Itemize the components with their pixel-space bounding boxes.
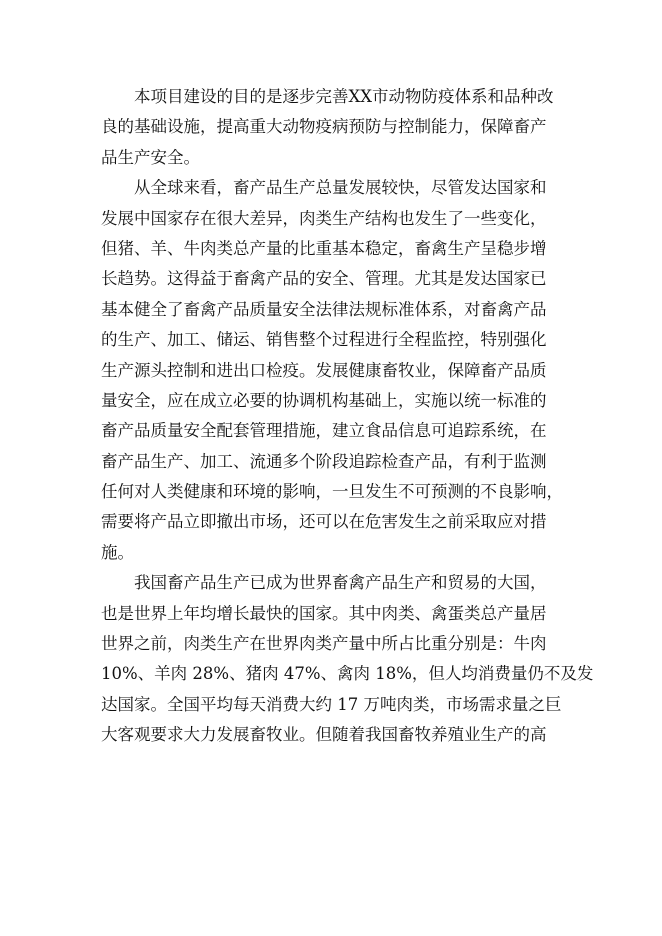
text-line: 大客观要求大力发展畜牧业。但随着我国畜牧养殖业生产的高 xyxy=(101,725,547,745)
text-line: 10%、羊肉 28%、猪肉 47%、禽肉 18%，但人均消费量仍不及发 xyxy=(101,664,594,684)
text-line: 需要将产品立即撤出市场，还可以在危害发生之前采取应对措 xyxy=(101,512,547,532)
text-line: 发展中国家存在很大差异，肉类生产结构也发生了一些变化， xyxy=(101,208,547,228)
text-line: 的生产、加工、储运、销售整个过程进行全程监控，特别强化 xyxy=(101,330,547,350)
paragraph-china-production xyxy=(101,568,594,750)
text-line: 世界之前，肉类生产在世界肉类产量中所占比重分别是：牛肉 xyxy=(101,634,547,654)
text-line: 量安全，应在成立必要的协调机构基础上，实施以统一标准的 xyxy=(101,390,547,410)
paragraph-project-purpose xyxy=(101,82,553,173)
text-line: 我国畜产品生产已成为世界畜禽产品生产和贸易的大国， xyxy=(134,573,547,593)
text-line: 畜产品质量安全配套管理措施，建立食品信息可追踪系统，在 xyxy=(101,421,547,441)
text-line: 生产源头控制和进出口检疫。发展健康畜牧业，保障畜产品质 xyxy=(101,360,547,380)
text-line: 施。 xyxy=(101,542,134,562)
text-line: 但猪、羊、牛肉类总产量的比重基本稳定，畜禽生产呈稳步增 xyxy=(101,238,547,258)
text-line: 达国家。全国平均每天消费大约 17 万吨肉类，市场需求量之巨 xyxy=(101,694,562,714)
text-line: 也是世界上年均增长最快的国家。其中肉类、禽蛋类总产量居 xyxy=(101,603,547,623)
paragraph-global-overview xyxy=(101,173,563,568)
text-line: 本项目建设的目的是逐步完善XX市动物防疫体系和品种改 xyxy=(134,87,554,106)
text-line: 良的基础设施，提高重大动物疫病预防与控制能力，保障畜产 xyxy=(101,117,547,137)
text-line: 畜产品生产、加工、流通多个阶段追踪检查产品，有利于监测 xyxy=(101,451,547,471)
text-line: 从全球来看，畜产品生产总量发展较快，尽管发达国家和 xyxy=(134,178,547,198)
text-line: 长趋势。这得益于畜禽产品的安全、管理。尤其是发达国家已 xyxy=(101,269,547,289)
text-line: 基本健全了畜禽产品质量安全法律法规标准体系，对畜禽产品 xyxy=(101,299,547,319)
document-body xyxy=(101,82,594,751)
text-line: 品生产安全。 xyxy=(101,147,200,167)
text-line: 任何对人类健康和环境的影响，一旦发生不可预测的不良影响， xyxy=(101,482,563,502)
